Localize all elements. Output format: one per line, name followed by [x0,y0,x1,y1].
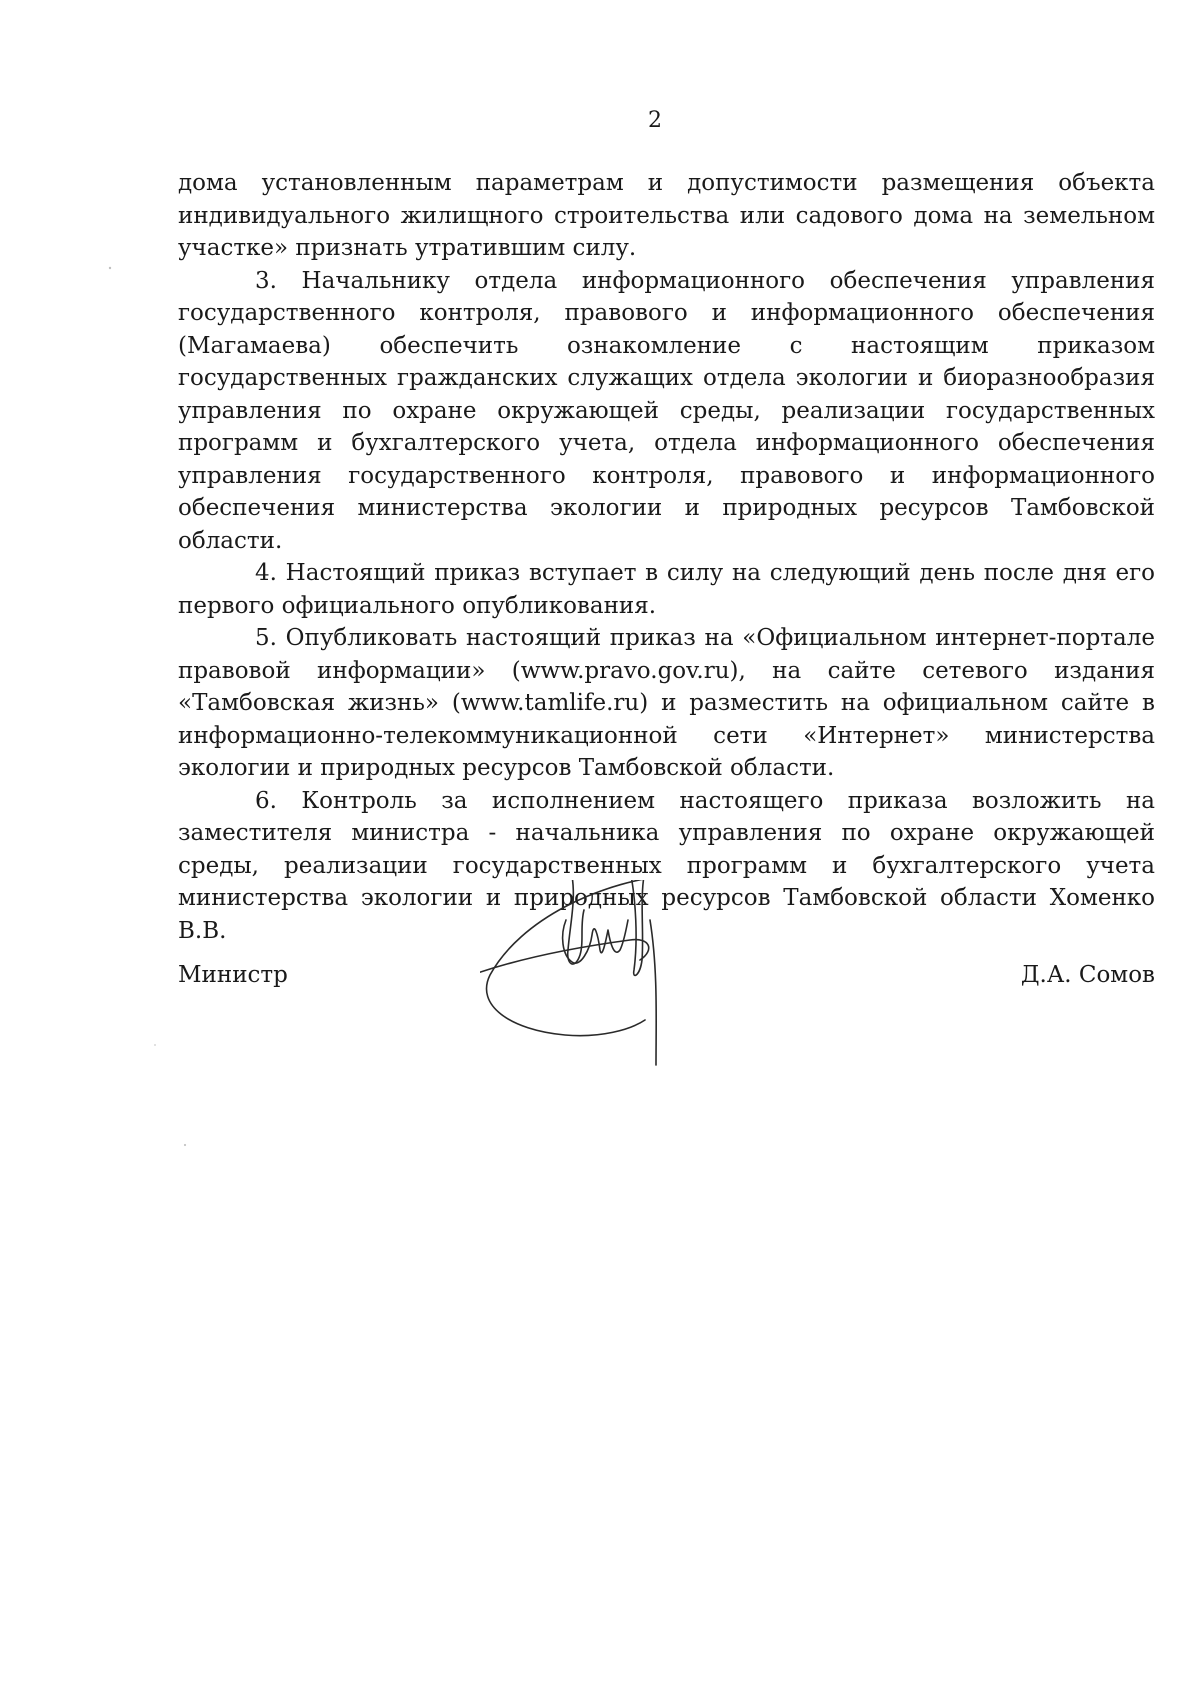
signatory-title: Министр [178,962,288,988]
handwritten-signature [480,880,740,1160]
order-body [178,167,1155,947]
paragraph-continuation: дома установленным параметрам и допустимости размещения объекта индивидуального жилищного строительства или садового дома на земельном участке» признать утратившим силу. [178,170,1155,261]
paragraph-item-6: 6. Контроль за исполнением настоящего приказа возложить на заместителя министра - начальника управления по охране окружающей среды, реализации государственных программ и бухгалтерского учета министерства экологии и природных ресурсов Тамбовской области Хоменко В.В. [178,787,1155,944]
paragraph-item-5: 5. Опубликовать настоящий приказ на «Официальном интернет-портале правовой информации» (www.pravo.gov.ru), на сайте сетевого издания «Тамбовская жизнь» (www.tamlife.ru) и разместить на официальном сайте в информационно-телекоммуникационной сети «Интернет» министерства экологии и природных ресурсов Тамбовской области. [178,625,1155,781]
page-number: 2 [648,108,662,133]
paragraph-item-4: 4. Настоящий приказ вступает в силу на следующий день после дня его первого официального опубликования. [178,560,1155,619]
signatory-name: Д.А. Сомов [1020,962,1155,988]
paragraph-item-3: 3. Начальнику отдела информационного обеспечения управления государственного контроля, правового и информационного обеспечения (Магамаева) обеспечить ознакомление с настоящим приказом государственных гражданских служащих отдела экологии и биоразнообразия управления по охране окружающей среды, реализации государственных программ и бухгалтерского учета, отдела информационного обеспечения управления государственного контроля, правового и информационного обеспечения министерства экологии и природных ресурсов Тамбовской области. [178,267,1155,554]
